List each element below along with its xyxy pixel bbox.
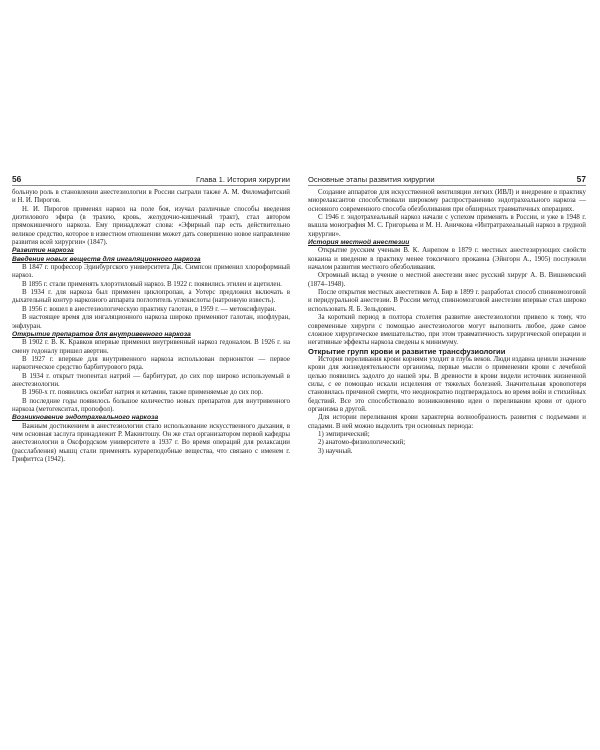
paragraph: После открытия местных анестетиков А. Бир в 1899 г. разработал способ спинномозговой и перидуральной анестезии. В России метод спинномозговой анестезии впервые стал широко использовать Я. Б. Зельдович. bbox=[308, 289, 586, 313]
paragraph: За короткий период в полтора столетия развитие анестезиологии привело к тому, что современные хирурги с помощью анестезиологов могут выполнить любое, даже самое сложное хирургическое вмешательство, при этом травматичность хирургической операции и негативные эффекты наркоза сведены к минимуму. bbox=[308, 314, 586, 347]
subsection-heading: Возникновение эндотрахеального наркоза bbox=[12, 414, 159, 422]
paragraph: В 1847 г. профессор Эдинбургского университета Дж. Симпсон применил хлороформный наркоз. bbox=[12, 264, 290, 280]
section-heading: История местной анестезии bbox=[308, 239, 410, 247]
paragraph: Важным достижением в анестезиологии стало использование искусственного дыхания, в чем основная заслуга принадлежит Р. Макинтошу. Он же стал организатором первой кафедры анестезиологии в Оксфордском университете в 1937 г. Во время операций для релаксации (расслабления) мышц стали применять курареподобные вещества, что связано с именем г. Грифиттса (1942). bbox=[12, 422, 290, 463]
right-page bbox=[308, 174, 586, 456]
running-head-left bbox=[12, 174, 290, 186]
running-head-right bbox=[308, 174, 586, 186]
running-title: Глава 1. История хирургии bbox=[196, 175, 290, 184]
paragraph: В 1895 г. стали применять хлорэтиловый наркоз. В 1922 г. появились этилен и ацетилен. bbox=[22, 280, 282, 288]
paragraph: История переливания крови корнями уходит в глубь веков. Люди издавна ценили значение крови для жизнедеятельности организма, первые мысли о применении крови с лечебной целью появились задолго до нашей эры. В древности в крови видели источник жизненной силы, с ее помощью искали исцеления от тяжелых болезней. Значительная кровопотеря становилась причиной смерти, что неоднократно подтверждалось во время войн и стихийных бедствий. Все это способствовало возникновению идеи о переливании крови от одного организма в другой. bbox=[308, 355, 586, 413]
list-item: 3) научный. bbox=[318, 447, 353, 455]
page-body bbox=[308, 189, 586, 456]
page-number: 57 bbox=[576, 174, 586, 184]
paragraph: В настоящее время для ингаляционного наркоза широко применяют галотан, изофлуран, энфлуран. bbox=[12, 314, 290, 330]
running-title: Основные этапы развития хирургии bbox=[308, 175, 435, 184]
left-page bbox=[12, 174, 290, 464]
subsection-heading: Введение новых веществ для ингаляционного наркоза bbox=[12, 255, 201, 263]
subsection-heading: Открытие препаратов для внутривенного наркоза bbox=[12, 330, 191, 338]
paragraph: В 1960-х гг. появились оксибат натрия и кетамин, также применяемые до сих пор. bbox=[22, 389, 263, 397]
section-heading: Развитие наркоза bbox=[12, 247, 74, 255]
list-item: 1) эмпирический; bbox=[318, 430, 370, 438]
list-item: 2) анатомо-физиологический; bbox=[318, 439, 406, 447]
paragraph: Создание аппаратов для искусственной вентиляции легких (ИВЛ) и внедрение в практику миорелаксантов способствовали широкому распространению эндотрахеального наркоза — основного современного способа обезболивания при обширных травматичных операциях. bbox=[308, 189, 586, 213]
paragraph: В 1927 г. впервые для внутривенного наркоза использован пернонктон — первое наркотическое средство барбитурового ряда. bbox=[12, 355, 290, 372]
page-number: 56 bbox=[12, 174, 22, 184]
paragraph: Для истории переливания крови характерна волнообразность развития с подъемами и спадами. В ней можно выделить три основных периода: bbox=[308, 414, 586, 430]
paragraph: С 1946 г. эндотрахеальный наркоз начали с успехом применять в России, и уже в 1948 г. вышла монография М. С. Григорьева и М. Н. Аничкова «Интратрахеальный наркоз в грудной хирургии». bbox=[308, 214, 586, 238]
paragraph: Н. И. Пирогов применял наркоз на поле боя, изучал различные способы введения диэтилового эфира (в трахею, кровь, желудочно-кишечный тракт), стал автором прямокишечного наркоза. Ему принадлежат слова: «Эфирный пар есть действительно великое средство, которое в известном отношении может дать совершенно новое направление развития всей хирургии» (1847). bbox=[12, 205, 290, 247]
paragraph: В 1902 г. В. К. Кравков впервые применил внутривенный наркоз гедоналом. В 1926 г. на смену гедоналу пришел авертин. bbox=[12, 339, 290, 355]
paragraph: В последние годы появилось большое количество новых препаратов для внутривенного наркоза (метогекситал, пропофол). bbox=[12, 397, 290, 413]
chapter-section-heading: Открытие групп крови и развитие трансфузиологии bbox=[308, 346, 506, 356]
paragraph: больную роль в становлении анестезиологии в России сыграли также А. М. Филомафитский и Н. И. Пирогов. bbox=[12, 189, 290, 205]
paragraph: Открытие русским ученым В. К. Анрепом в 1879 г. местных анестезирующих свойств кокаина и введение в практику менее токсичного прокаина (Эйнгорн А., 1905) послужили началом развития местного обезболивания. bbox=[308, 247, 586, 272]
paragraph: В 1934 г. открыт тиопентал натрий — барбитурат, до сих пор широко используемый в анестезиологии. bbox=[12, 372, 290, 388]
paragraph: Огромный вклад в учение о местной анестезии внес русский хирург А. В. Вишневский (1874–1948). bbox=[308, 272, 586, 288]
paragraph: В 1956 г. вошел в анестезиологическую практику галотан, в 1959 г. — метоксифлуран. bbox=[22, 305, 277, 313]
paragraph: В 1934 г. для наркоза был применен циклопропан, а Уотерс предложил включать в дыхательный контур наркозного аппарата поглотитель углекислоты (натронную известь). bbox=[12, 289, 290, 305]
page-body bbox=[12, 189, 290, 464]
